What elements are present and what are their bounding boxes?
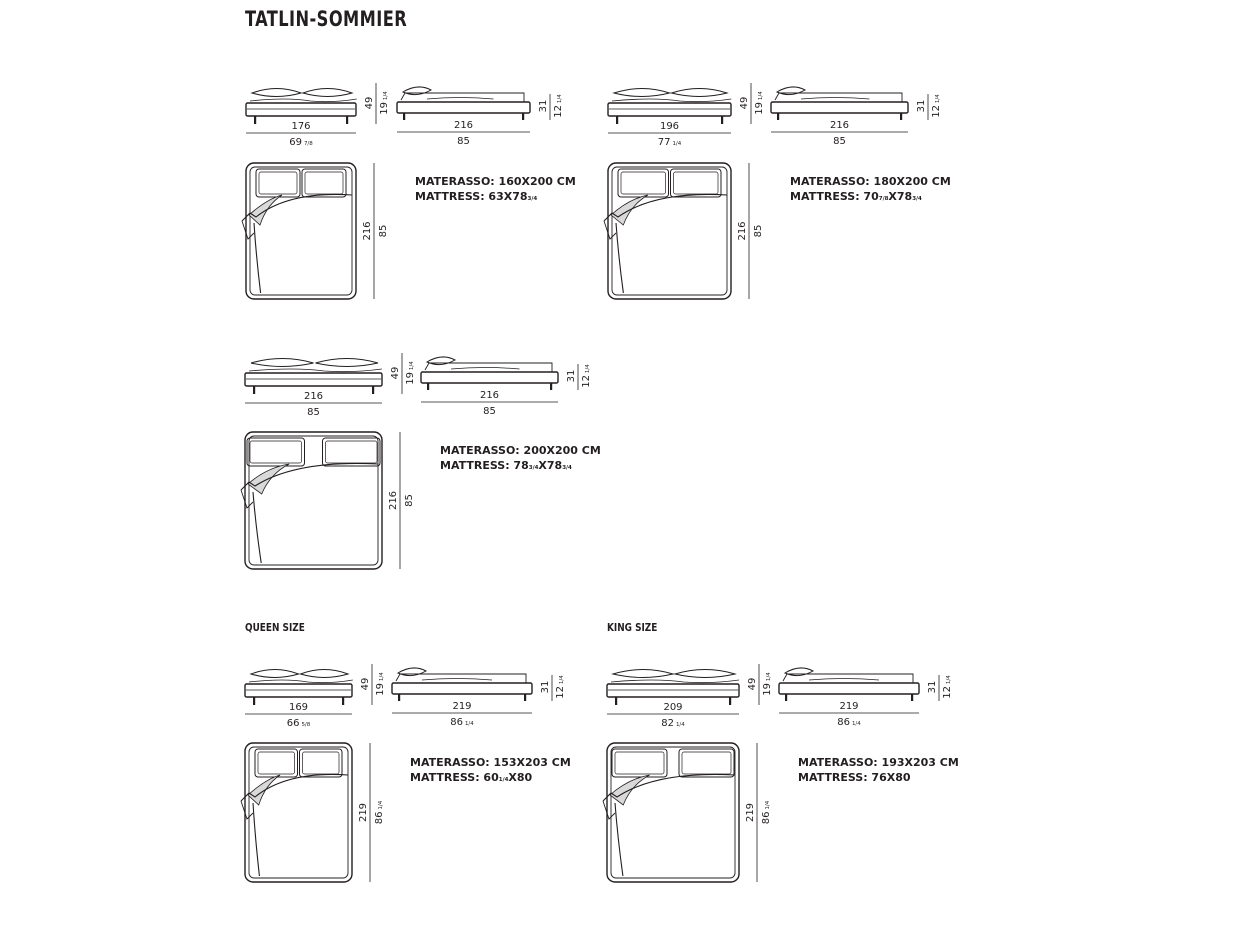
pillow-side	[398, 668, 426, 676]
folded-sheet	[610, 775, 650, 805]
mattress-plan	[250, 167, 352, 295]
plan-length-in: 85	[753, 224, 764, 238]
front-height-cm: 49	[739, 96, 750, 110]
duvet-edge	[242, 194, 352, 221]
bed-leg	[616, 116, 618, 124]
bed-outline-plan	[245, 743, 352, 882]
duvet-curve	[253, 803, 259, 876]
duvet-edge	[241, 463, 378, 490]
bed-variant-v200	[241, 353, 601, 569]
duvet-edge	[241, 774, 348, 801]
mattress-plan	[612, 167, 727, 295]
bed-base-side	[779, 683, 919, 694]
bed-base-front	[245, 684, 352, 697]
materasso-spec: MATERASSO: 200X200 CM	[440, 444, 601, 457]
plan-length-cm: 219	[745, 802, 756, 823]
duvet-curve	[615, 803, 623, 876]
bed-leg	[729, 697, 731, 705]
blanket-line	[801, 98, 870, 100]
front-width-cm: 176	[291, 121, 311, 132]
front-height-in: 191/4	[762, 672, 773, 696]
bed-outline-plan	[245, 432, 382, 569]
front-width-in: 69 7/8	[289, 137, 313, 148]
side-height-cm: 31	[538, 99, 549, 113]
blanket-line	[427, 98, 494, 100]
blanket-line	[249, 369, 382, 372]
side-length-in: 86 1/4	[450, 717, 474, 728]
mattress-spec: MATTRESS: 707/8X783/4	[790, 190, 922, 203]
pillow-inner	[682, 752, 731, 774]
materasso-spec: MATERASSO: 160X200 CM	[415, 175, 576, 188]
pillow-outline	[316, 359, 379, 367]
bed-outline-plan	[246, 163, 356, 299]
folded-sheet	[248, 464, 289, 494]
pillow-side	[785, 668, 813, 676]
side-length-in: 85	[483, 406, 496, 417]
bed-outline-plan	[608, 163, 731, 299]
front-width-in: 77 1/4	[657, 137, 682, 148]
side-length-cm: 216	[479, 390, 500, 401]
bed-leg	[398, 694, 400, 701]
bed-base-side	[392, 683, 532, 694]
front-width-in: 66 5/8	[286, 718, 311, 729]
bed-base-front	[608, 103, 731, 116]
pillow-inner	[326, 441, 378, 463]
duvet-edge	[604, 194, 727, 221]
front-width-in: 82 1/4	[661, 718, 685, 729]
mattress-side	[775, 93, 902, 102]
pillow-plan	[671, 169, 722, 197]
bed-variant-v160	[242, 83, 576, 299]
bed-leg	[615, 697, 617, 705]
blanket-line	[611, 680, 739, 683]
folded-sheet	[248, 775, 280, 805]
side-length-cm: 216	[453, 120, 474, 131]
bed-leg	[777, 113, 779, 120]
bed-variant-queen	[241, 664, 571, 882]
front-height-cm: 49	[364, 96, 375, 110]
duvet-corner	[242, 221, 254, 239]
materasso-spec: MATERASSO: 193X203 CM	[798, 756, 959, 769]
side-length-in: 85	[833, 136, 846, 147]
blanket-line	[422, 679, 492, 681]
duvet-curve	[616, 223, 623, 293]
bed-leg	[346, 116, 348, 124]
mattress-plan	[249, 747, 348, 878]
duvet-corner	[241, 490, 253, 508]
bed-base-front	[246, 103, 356, 116]
blanket-line	[451, 368, 520, 370]
bed-leg	[253, 386, 255, 394]
front-height-cm: 49	[360, 677, 371, 691]
side-height-in: 121/4	[581, 364, 592, 388]
mattress-spec: MATTRESS: 63X783/4	[415, 190, 538, 203]
pillow-plan	[612, 749, 667, 777]
bed-variant-king	[603, 664, 959, 882]
side-length-in: 86 1/4	[837, 717, 861, 728]
side-height-cm: 31	[566, 369, 577, 383]
plan-length-cm: 216	[388, 490, 399, 511]
mattress-spec: MATTRESS: 76X80	[798, 771, 911, 784]
bed-leg	[911, 694, 913, 701]
duvet-corner	[604, 221, 616, 239]
pillow-plan	[256, 169, 300, 197]
bed-leg	[524, 694, 526, 701]
bed-leg	[253, 697, 255, 705]
plan-length-cm: 216	[737, 221, 748, 241]
pillow-outline	[251, 670, 299, 678]
side-height-in: 121/4	[553, 94, 564, 118]
pillow-outline	[303, 89, 352, 97]
pillow-inner	[305, 172, 343, 194]
king-size-label: KING SIZE	[607, 621, 658, 634]
pillow-plan	[302, 169, 346, 197]
bed-variant-v180	[604, 83, 951, 299]
bed-leg	[522, 113, 524, 120]
mattress-plan	[611, 747, 735, 878]
bed-leg	[372, 386, 374, 394]
bed-leg	[550, 383, 552, 390]
side-height-in: 121/4	[942, 675, 953, 699]
mattress-spec: MATTRESS: 601/4X80	[410, 771, 533, 784]
blanket-line	[612, 99, 731, 102]
pillow-outline	[614, 89, 670, 97]
bed-leg	[254, 116, 256, 124]
materasso-spec: MATERASSO: 180X200 CM	[790, 175, 951, 188]
bed-outline-plan	[607, 743, 739, 882]
plan-length-in: 85	[404, 494, 415, 507]
pillow-inner	[621, 172, 666, 194]
pillow-plan	[255, 749, 298, 777]
plan-length-in: 85	[378, 224, 389, 238]
front-width-cm: 209	[663, 702, 683, 713]
mattress-spec: MATTRESS: 783/4X783/4	[440, 459, 572, 472]
plan-length-in: 861/4	[374, 800, 385, 825]
blanket-line	[249, 680, 353, 683]
plan-length-cm: 219	[358, 802, 369, 823]
page-title: TATLIN-SOMMIER	[245, 7, 408, 31]
side-length-in: 85	[457, 136, 470, 147]
plan-length-cm: 216	[362, 221, 373, 241]
pillow-inner	[674, 172, 719, 194]
pillow-outline	[675, 670, 735, 678]
bed-leg	[342, 697, 344, 705]
pillow-outline	[252, 89, 301, 97]
front-height-in: 191/4	[405, 361, 416, 385]
mattress-side	[396, 674, 526, 683]
duvet-corner	[603, 801, 615, 819]
pillow-plan	[300, 749, 343, 777]
plan-length-in: 861/4	[761, 800, 772, 825]
materasso-spec: MATERASSO: 153X203 CM	[410, 756, 571, 769]
blanket-line	[250, 99, 357, 102]
pillow-plan	[323, 438, 381, 466]
side-length-cm: 216	[829, 120, 850, 131]
bed-base-side	[421, 372, 558, 383]
bed-base-front	[607, 684, 739, 697]
bed-base-side	[397, 102, 530, 113]
bed-leg	[785, 694, 787, 701]
pillow-inner	[250, 441, 302, 463]
side-height-cm: 31	[540, 680, 551, 694]
mattress-plan	[249, 436, 378, 565]
duvet-curve	[253, 492, 261, 563]
pillow-plan	[247, 438, 305, 466]
blanket-line	[809, 679, 879, 681]
bed-leg	[427, 383, 429, 390]
pillow-outline	[301, 670, 349, 678]
pillow-plan	[618, 169, 669, 197]
bed-leg	[900, 113, 902, 120]
bed-base-side	[771, 102, 908, 113]
bed-leg	[721, 116, 723, 124]
front-height-in: 191/4	[375, 672, 386, 696]
pillow-inner	[259, 172, 297, 194]
pillow-outline	[672, 89, 728, 97]
pillow-inner	[303, 752, 340, 774]
front-width-cm: 169	[288, 702, 309, 713]
front-width-cm: 216	[303, 391, 324, 402]
front-height-cm: 49	[390, 366, 401, 380]
pillow-side	[777, 87, 805, 95]
duvet-curve	[254, 223, 261, 293]
pillow-side	[427, 357, 455, 365]
duvet-corner	[241, 801, 253, 819]
front-height-in: 191/4	[754, 91, 765, 115]
side-height-in: 121/4	[931, 94, 942, 118]
pillow-plan	[679, 749, 734, 777]
pillow-outline	[251, 359, 314, 367]
pillow-side	[403, 87, 431, 95]
side-height-in: 121/4	[555, 675, 566, 699]
side-height-cm: 31	[916, 99, 927, 113]
bed-leg	[403, 113, 405, 120]
duvet-edge	[603, 774, 735, 801]
side-height-cm: 31	[927, 680, 938, 694]
side-length-cm: 219	[839, 701, 859, 712]
mattress-side	[425, 363, 552, 372]
front-width-cm: 196	[659, 121, 680, 132]
front-height-in: 191/4	[379, 91, 390, 115]
folded-sheet	[249, 195, 282, 225]
bed-base-front	[245, 373, 382, 386]
pillow-inner	[258, 752, 295, 774]
folded-sheet	[611, 195, 648, 225]
front-width-in: 85	[307, 407, 320, 418]
front-height-cm: 49	[747, 677, 758, 691]
pillow-outline	[613, 670, 673, 678]
mattress-side	[783, 674, 913, 683]
mattress-side	[401, 93, 524, 102]
queen-size-label: QUEEN SIZE	[245, 621, 305, 634]
pillow-inner	[615, 752, 664, 774]
side-length-cm: 219	[452, 701, 472, 712]
